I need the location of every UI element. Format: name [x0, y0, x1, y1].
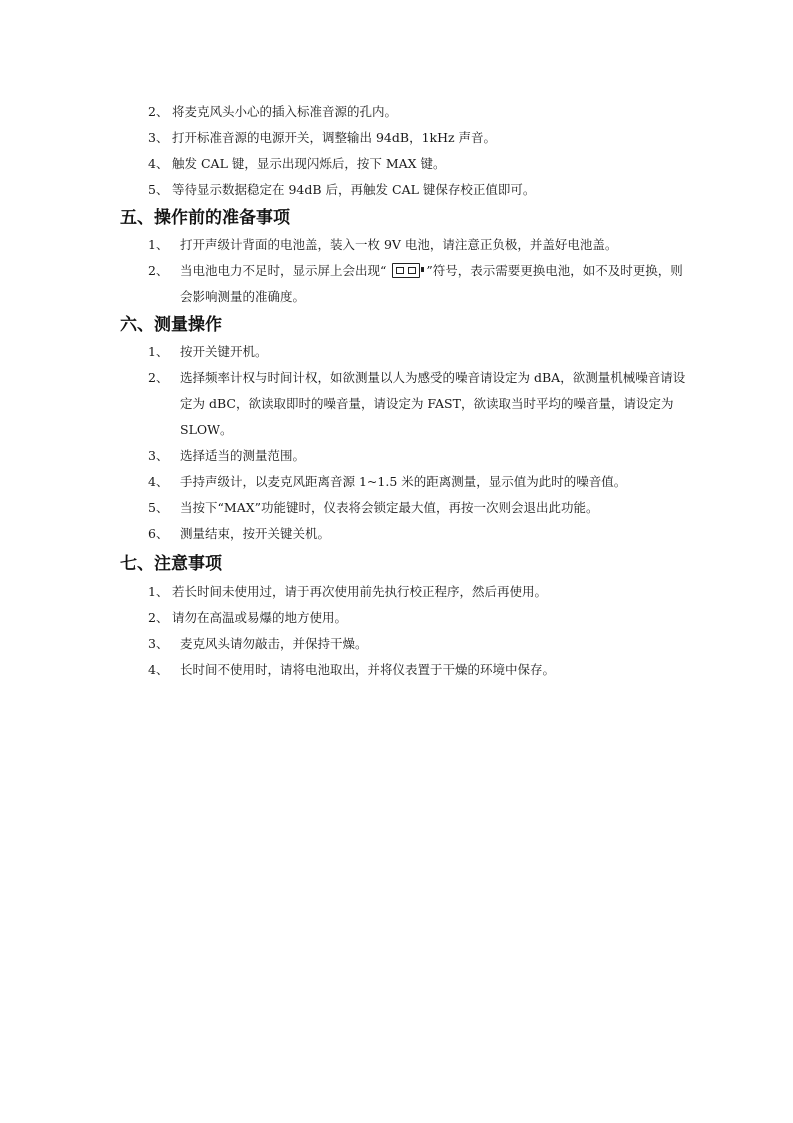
item-text: 当电池电力不足时，显示屏上会出现“ ”符号，表示需要更换电池，如不及时更换，则会影响测量的准确度。 [180, 263, 683, 304]
item-text: 当按下“MAX”功能键时，仪表将会锁定最大值，再按一次则会退出此功能。 [180, 500, 599, 515]
item-text: 打开标准音源的电源开关，调整输出 94dB，1kHz 声音。 [172, 130, 497, 145]
list-item [148, 657, 693, 683]
item-number: 2、 [148, 610, 169, 625]
item-text: 选择频率计权与时间计权，如欲测量以人为感受的噪音请设定为 dBA，欲测量机械噪音请设定为 dBC，欲读取即时的噪音量，请设定为 FAST，欲读取当时平均的噪音量，请设定为 SLOW。 [180, 370, 686, 437]
item-text: 将麦克风头小心的插入标准音源的孔内。 [172, 104, 398, 119]
item-number: 6、 [148, 526, 169, 541]
item-text: 打开声级计背面的电池盖，装入一枚 9V 电池，请注意正负极，并盖好电池盖。 [180, 237, 618, 252]
preparation-list [148, 232, 693, 310]
battery-low-icon [392, 263, 420, 278]
item-text: 长时间不使用时，请将电池取出，并将仪表置于干燥的环境中保存。 [180, 662, 556, 677]
item-text: 选择适当的测量范围。 [180, 448, 306, 463]
section-heading-notes: 七、注意事项 [120, 554, 222, 574]
item-number: 2、 [148, 370, 169, 385]
item-text: 手持声级计，以麦克风距离音源 1~1.5 米的距离测量，显示值为此时的噪音值。 [180, 474, 627, 489]
item-text: 按开关键开机。 [180, 344, 268, 359]
section-heading-measurement: 六、测量操作 [120, 315, 222, 335]
list-item [148, 521, 693, 547]
list-item [148, 177, 693, 203]
list-item [148, 579, 693, 605]
measurement-list [148, 339, 693, 547]
item-number: 3、 [148, 130, 169, 145]
section-heading-preparation: 五、操作前的准备事项 [120, 208, 290, 228]
item-text: 测量结束，按开关键关机。 [180, 526, 331, 541]
item-number: 4、 [148, 156, 169, 171]
list-item [148, 339, 693, 365]
item-text: 请勿在高温或易爆的地方使用。 [172, 610, 348, 625]
item-number: 1、 [148, 584, 169, 599]
item-number: 4、 [148, 662, 169, 677]
item-text: 若长时间未使用过，请于再次使用前先执行校正程序，然后再使用。 [172, 584, 548, 599]
item-number: 2、 [148, 263, 169, 278]
list-item [148, 151, 693, 177]
item-number: 3、 [148, 448, 169, 463]
list-item [148, 125, 693, 151]
item-number: 1、 [148, 344, 169, 359]
list-item [148, 631, 693, 657]
item-number: 3、 [148, 636, 169, 651]
list-item [148, 99, 693, 125]
list-item [148, 605, 693, 631]
item-number: 1、 [148, 237, 169, 252]
item-number: 5、 [148, 182, 169, 197]
list-item [148, 258, 693, 310]
item-number: 5、 [148, 500, 169, 515]
list-item [148, 495, 693, 521]
item-number: 2、 [148, 104, 169, 119]
list-item [148, 443, 693, 469]
notes-list [148, 579, 693, 683]
item-number: 4、 [148, 474, 169, 489]
item-text: 等待显示数据稳定在 94dB 后，再触发 CAL 键保存校正值即可。 [172, 182, 536, 197]
calibration-steps-list [148, 99, 693, 203]
item-text: 麦克风头请勿敲击，并保持干燥。 [180, 636, 368, 651]
item-text: 触发 CAL 键，显示出现闪烁后，按下 MAX 键。 [172, 156, 446, 171]
list-item [148, 232, 693, 258]
list-item [148, 469, 693, 495]
list-item [148, 365, 693, 443]
